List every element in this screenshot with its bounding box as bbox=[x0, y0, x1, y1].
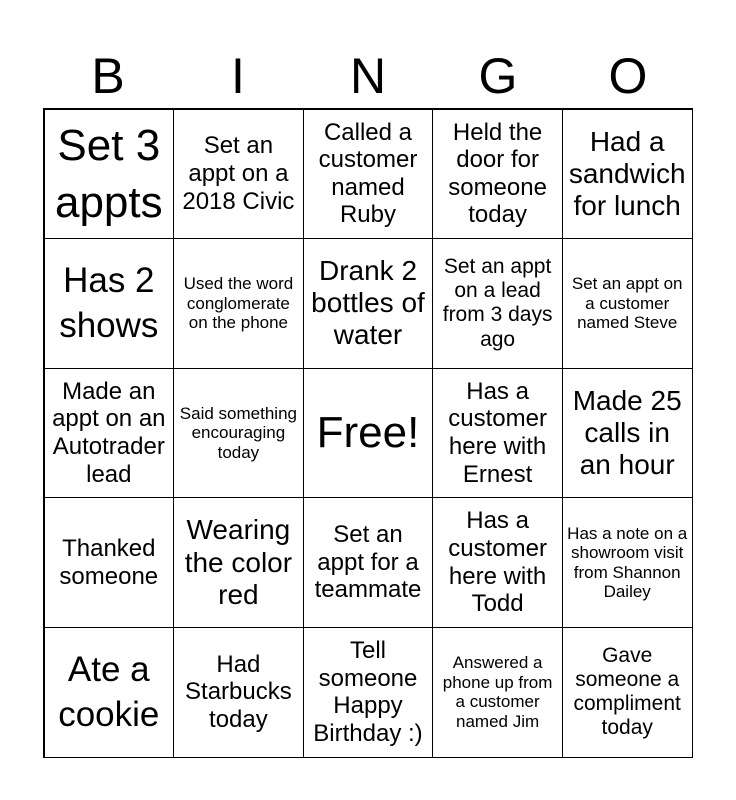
bingo-cell[interactable] bbox=[44, 109, 175, 240]
cell-text: Wearing the color red bbox=[184, 514, 293, 610]
cell-text: Ate a cookie bbox=[58, 649, 160, 735]
cell-text: Had Starbucks today bbox=[185, 650, 292, 733]
cell-text: Had a sandwich for lunch bbox=[568, 125, 686, 221]
cell-text: Thanked someone bbox=[59, 535, 159, 590]
bingo-cell[interactable] bbox=[44, 497, 175, 628]
bingo-cell[interactable] bbox=[432, 109, 563, 240]
cell-text: Used the word conglomerate on the phone bbox=[183, 274, 294, 333]
bingo-cell[interactable] bbox=[173, 627, 304, 758]
cell-text: Set 3 appts bbox=[54, 120, 163, 227]
cell-text: Set an appt for a teammate bbox=[314, 521, 422, 604]
bingo-cell[interactable] bbox=[432, 497, 563, 628]
bingo-cell[interactable] bbox=[303, 109, 434, 240]
cell-text: Gave someone a compliment today bbox=[573, 643, 681, 740]
bingo-cell[interactable] bbox=[432, 368, 563, 499]
header-letter-i: I bbox=[231, 48, 245, 104]
cell-text: Drank 2 bottles of water bbox=[311, 255, 425, 351]
bingo-cell[interactable] bbox=[303, 497, 434, 628]
bingo-cell[interactable] bbox=[44, 368, 175, 499]
bingo-cell[interactable] bbox=[562, 497, 693, 628]
cell-text: Has a customer here with Todd bbox=[448, 507, 547, 618]
bingo-cell[interactable] bbox=[173, 238, 304, 369]
cell-text: Free! bbox=[316, 408, 420, 458]
bingo-cell[interactable] bbox=[44, 627, 175, 758]
header-letter-b: B bbox=[91, 48, 125, 104]
cell-text: Tell someone Happy Birthday :) bbox=[313, 637, 423, 747]
bingo-cell[interactable] bbox=[432, 627, 563, 758]
cell-text: Made an appt on an Autotrader lead bbox=[52, 377, 166, 488]
cell-text: Set an appt on a customer named Steve bbox=[571, 274, 683, 333]
cell-text: Has 2 shows bbox=[59, 260, 159, 346]
bingo-cell[interactable] bbox=[562, 627, 693, 758]
cell-text: Set an appt on a 2018 Civic bbox=[182, 132, 295, 215]
cell-text: Made 25 calls in an hour bbox=[572, 384, 682, 481]
cell-text: Held the door for someone today bbox=[448, 118, 547, 229]
cell-text: Called a customer named Ruby bbox=[318, 118, 418, 229]
cell-text: Set an appt on a lead from 3 days ago bbox=[442, 255, 553, 351]
header-letter-o: O bbox=[608, 48, 648, 104]
bingo-cell[interactable] bbox=[44, 238, 175, 369]
bingo-cell[interactable] bbox=[173, 497, 304, 628]
bingo-grid bbox=[43, 108, 693, 758]
cell-text: Said something encouraging today bbox=[179, 403, 297, 462]
header-letter-g: G bbox=[478, 48, 518, 104]
bingo-cell[interactable] bbox=[562, 368, 693, 499]
bingo-cell[interactable] bbox=[173, 368, 304, 499]
bingo-header bbox=[43, 44, 693, 108]
bingo-cell[interactable] bbox=[562, 238, 693, 369]
bingo-cell[interactable] bbox=[303, 627, 434, 758]
cell-text: Has a note on a showroom visit from Shannon Dailey bbox=[567, 523, 688, 602]
bingo-cell[interactable] bbox=[432, 238, 563, 369]
bingo-cell[interactable] bbox=[173, 109, 304, 240]
cell-text: Answered a phone up from a customer named Jim bbox=[442, 653, 553, 731]
header-letter-n: N bbox=[349, 48, 387, 104]
bingo-cell[interactable] bbox=[303, 238, 434, 369]
free-cell[interactable] bbox=[303, 368, 434, 499]
cell-text: Has a customer here with Ernest bbox=[448, 377, 547, 488]
bingo-cell[interactable] bbox=[562, 109, 693, 240]
